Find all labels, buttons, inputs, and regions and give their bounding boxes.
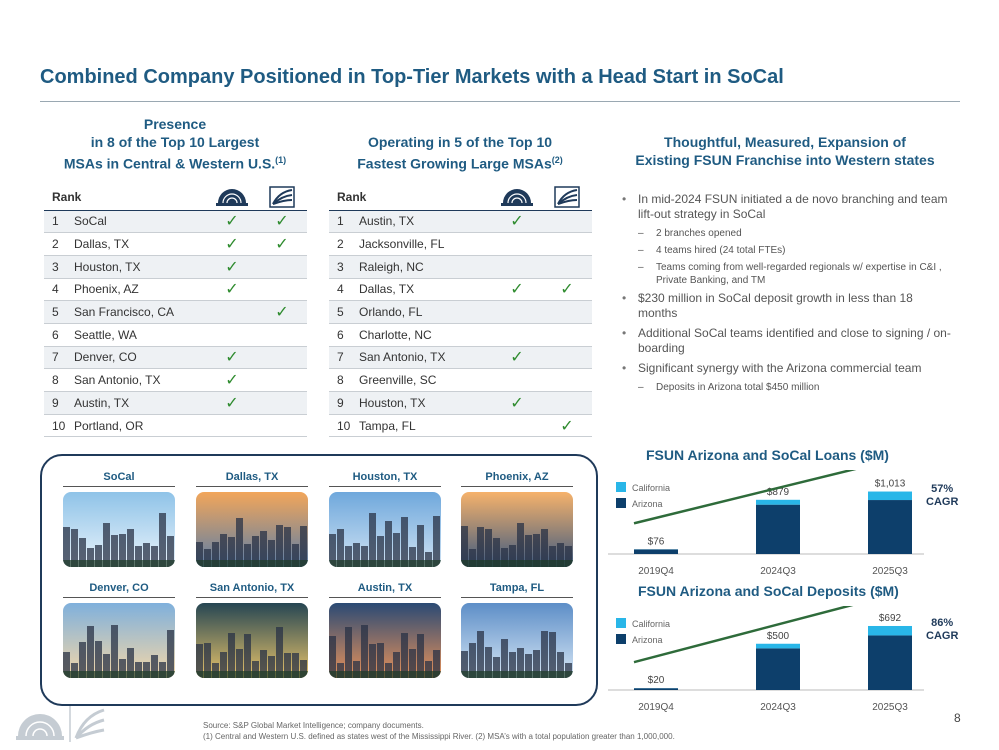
city-skyline-image (329, 603, 441, 678)
x-tick-label: 2019Q4 (638, 566, 674, 577)
fsun-logo-icon (207, 184, 257, 210)
title-divider (40, 101, 960, 102)
city-tile (196, 471, 308, 567)
city-tile (63, 471, 175, 567)
legend-arizona-label: Arizona (632, 499, 663, 509)
partner-presence-check: ✓ (257, 301, 307, 324)
bar-california (868, 626, 912, 635)
subbullet-branches: – 2 branches opened (620, 227, 955, 240)
fastest-growing-msa-table (329, 184, 592, 437)
partner-presence-check (542, 369, 592, 392)
fsun-presence-check: ✓ (492, 210, 542, 233)
bar-total-label: $879 (766, 486, 790, 498)
rank-number: 1 (329, 210, 359, 233)
table-row (44, 233, 307, 256)
rank-number: 3 (44, 255, 74, 278)
msa-name: Houston, TX (359, 392, 492, 415)
source-note (203, 720, 675, 742)
bar-total-label: $20 (647, 675, 665, 687)
partner-presence-check (257, 278, 307, 301)
msa-name: San Antonio, TX (74, 369, 207, 392)
legend-arizona-swatch (616, 634, 626, 644)
bullet-additional-teams: • Additional SoCal teams identified and close to signing / on-boarding (620, 326, 955, 356)
fsun-presence-check: ✓ (492, 278, 542, 301)
partner-logo-icon (257, 184, 307, 210)
fsun-presence-check (207, 323, 257, 346)
fsun-presence-check: ✓ (207, 392, 257, 415)
city-name: Austin, TX (329, 582, 441, 598)
city-skyline-image (461, 492, 573, 567)
city-name: Tampa, FL (461, 582, 573, 598)
table-row (44, 392, 307, 415)
rank-number: 5 (44, 301, 74, 324)
rank-number: 10 (329, 414, 359, 437)
rank-number: 6 (44, 323, 74, 346)
city-tile (329, 582, 441, 678)
table-row (329, 414, 592, 437)
x-tick-label: 2024Q3 (760, 566, 796, 577)
rank-header: Rank (329, 184, 492, 210)
rank-number: 2 (329, 233, 359, 256)
table-row (329, 233, 592, 256)
col2-heading-line2 (325, 151, 595, 173)
msa-name: Greenville, SC (359, 369, 492, 392)
legend-arizona-swatch (616, 498, 626, 508)
footnote-line: (1) Central and Western U.S. defined as states west of the Mississippi River. (2) MSA’s with a total population greater than 1,000,000. (203, 732, 675, 741)
city-name: Phoenix, AZ (461, 471, 573, 487)
table-row (44, 278, 307, 301)
deposits-cagr-value: 86% (931, 617, 954, 629)
col3-heading (610, 133, 960, 169)
table-row (329, 255, 592, 278)
partner-presence-check (257, 392, 307, 415)
msa-name: Seattle, WA (74, 323, 207, 346)
fsun-logo-icon (492, 184, 542, 210)
rank-number: 9 (44, 392, 74, 415)
bar-arizona (868, 635, 912, 690)
rank-header: Rank (44, 184, 207, 210)
footnote-marker: (2) (551, 155, 563, 165)
table-row (329, 369, 592, 392)
footnote-marker: (1) (275, 155, 287, 165)
rank-number: 10 (44, 414, 74, 437)
partner-presence-check (542, 323, 592, 346)
page-number: 8 (954, 711, 961, 725)
rank-number: 8 (329, 369, 359, 392)
city-name: Houston, TX (329, 471, 441, 487)
partner-logo-icon (542, 184, 592, 210)
bar-arizona (634, 688, 678, 690)
city-skyline-image (329, 492, 441, 567)
fsun-presence-check: ✓ (492, 346, 542, 369)
city-name: San Antonio, TX (196, 582, 308, 598)
msa-name: Charlotte, NC (359, 323, 492, 346)
table-row (329, 323, 592, 346)
fsun-footer-logo-icon (16, 714, 64, 740)
partner-presence-check (542, 233, 592, 256)
city-skyline-image (196, 492, 308, 567)
col2-heading-line1: Operating in 5 of the Top 10 (367, 134, 553, 150)
bar-total-label: $1,013 (874, 478, 906, 490)
fsun-presence-check: ✓ (207, 369, 257, 392)
loans-cagr-value: 57% (931, 483, 954, 495)
rank-number: 2 (44, 233, 74, 256)
bar-arizona (756, 505, 800, 554)
bar-total-label: $500 (766, 630, 790, 642)
msa-name: Phoenix, AZ (74, 278, 207, 301)
msa-name: Raleigh, NC (359, 255, 492, 278)
city-tile (461, 582, 573, 678)
x-tick-label: 2025Q3 (872, 702, 908, 713)
bar-california (756, 500, 800, 505)
bar-california (756, 644, 800, 649)
bar-california (868, 492, 912, 501)
fsun-presence-check: ✓ (207, 233, 257, 256)
fsun-presence-check: ✓ (207, 255, 257, 278)
msa-name: San Francisco, CA (74, 301, 207, 324)
loans-chart-title: FSUN Arizona and SoCal Loans ($M) (646, 447, 889, 463)
col1-heading-line3 (40, 151, 310, 173)
city-tile (329, 471, 441, 567)
bar-arizona (634, 549, 678, 554)
msa-name: San Antonio, TX (359, 346, 492, 369)
rank-number: 8 (44, 369, 74, 392)
bar-arizona (756, 648, 800, 690)
source-line: Source: S&P Global Market Intelligence; company documents. (203, 721, 424, 730)
partner-presence-check (257, 414, 307, 437)
subbullet-teams: – 4 teams hired (24 total FTEs) (620, 244, 955, 257)
city-skyline-image (196, 603, 308, 678)
table-row (329, 278, 592, 301)
msa-name: Tampa, FL (359, 414, 492, 437)
fsun-presence-check (492, 255, 542, 278)
msa-name: Dallas, TX (359, 278, 492, 301)
bullet-denovo: • In mid-2024 FSUN initiated a de novo branching and team lift-out strategy in SoCal (620, 192, 955, 222)
city-name: Dallas, TX (196, 471, 308, 487)
loans-cagr-label: CAGR (926, 496, 959, 508)
partner-presence-check (542, 392, 592, 415)
fsun-presence-check (492, 414, 542, 437)
company-logos (14, 702, 106, 744)
partner-footer-logo-icon (76, 710, 104, 738)
bar-arizona (868, 500, 912, 554)
msa-name: Austin, TX (74, 392, 207, 415)
msa-name: Dallas, TX (74, 233, 207, 256)
table-row (329, 301, 592, 324)
legend-california-swatch (616, 482, 626, 492)
partner-presence-check (257, 346, 307, 369)
fsun-presence-check (492, 323, 542, 346)
msa-name: Orlando, FL (359, 301, 492, 324)
table-row (44, 301, 307, 324)
partner-presence-check: ✓ (257, 233, 307, 256)
table-row (44, 210, 307, 233)
rank-number: 7 (329, 346, 359, 369)
city-skyline-image (63, 603, 175, 678)
subbullet-regionals: – Teams coming from well-regarded regionals w/ expertise in C&I , Private Banking, and TM (620, 261, 955, 287)
table-row (44, 414, 307, 437)
fsun-presence-check (492, 233, 542, 256)
table-row (329, 210, 592, 233)
loans-cagr (926, 483, 958, 509)
partner-presence-check (257, 369, 307, 392)
city-tile (461, 471, 573, 567)
col2-heading-text: Fastest Growing Large MSAs (357, 155, 552, 172)
city-name: SoCal (63, 471, 175, 487)
col3-heading-line2: Existing FSUN Franchise into Western states (635, 152, 935, 168)
bullet-deposit-growth: • $230 million in SoCal deposit growth in less than 18 months (620, 291, 955, 321)
city-skyline-image (461, 603, 573, 678)
table-row (44, 369, 307, 392)
col3-heading-line1: Thoughtful, Measured, Expansion of (664, 134, 906, 150)
loans-chart (608, 470, 924, 580)
fsun-presence-check (492, 369, 542, 392)
table-row (44, 255, 307, 278)
msa-name: Austin, TX (359, 210, 492, 233)
deposits-chart-title: FSUN Arizona and SoCal Deposits ($M) (638, 583, 899, 599)
partner-presence-check (257, 323, 307, 346)
legend-arizona-label: Arizona (632, 635, 663, 645)
msa-name: Jacksonville, FL (359, 233, 492, 256)
rank-number: 7 (44, 346, 74, 369)
bar-total-label: $76 (647, 536, 665, 548)
partner-presence-check (542, 301, 592, 324)
deposits-cagr (926, 617, 958, 643)
city-tile (196, 582, 308, 678)
col1-heading-text: MSAs in Central & Western U.S. (63, 155, 276, 172)
largest-msa-table (44, 184, 307, 437)
partner-presence-check: ✓ (257, 210, 307, 233)
deposits-chart (608, 606, 924, 716)
legend-california-swatch (616, 618, 626, 628)
msa-name: Houston, TX (74, 255, 207, 278)
expansion-bullets (620, 192, 955, 398)
partner-presence-check (542, 210, 592, 233)
fsun-presence-check (207, 301, 257, 324)
bullet-synergy: • Significant synergy with the Arizona commercial team (620, 361, 955, 376)
msa-name: SoCal (74, 210, 207, 233)
rank-number: 4 (329, 278, 359, 301)
rank-number: 9 (329, 392, 359, 415)
partner-presence-check (542, 346, 592, 369)
fsun-presence-check: ✓ (492, 392, 542, 415)
fsun-presence-check: ✓ (207, 210, 257, 233)
fsun-presence-check (207, 414, 257, 437)
deposits-cagr-label: CAGR (926, 630, 959, 642)
table-row (329, 392, 592, 415)
city-tile (63, 582, 175, 678)
fsun-presence-check: ✓ (207, 278, 257, 301)
table-row (329, 346, 592, 369)
x-tick-label: 2019Q4 (638, 702, 674, 713)
page-title: Combined Company Positioned in Top-Tier Markets with a Head Start in SoCal (40, 66, 784, 88)
x-tick-label: 2025Q3 (872, 566, 908, 577)
table-row (44, 323, 307, 346)
x-tick-label: 2024Q3 (760, 702, 796, 713)
col2-heading (325, 133, 595, 173)
city-skyline-image (63, 492, 175, 567)
partner-presence-check: ✓ (542, 414, 592, 437)
bar-total-label: $692 (878, 612, 902, 624)
partner-presence-check (542, 255, 592, 278)
rank-number: 4 (44, 278, 74, 301)
fsun-presence-check (492, 301, 542, 324)
partner-presence-check: ✓ (542, 278, 592, 301)
rank-number: 6 (329, 323, 359, 346)
msa-name: Denver, CO (74, 346, 207, 369)
col1-heading (40, 115, 310, 173)
rank-number: 5 (329, 301, 359, 324)
city-name: Denver, CO (63, 582, 175, 598)
subbullet-arizona-deposits: – Deposits in Arizona total $450 million (620, 381, 955, 394)
rank-number: 1 (44, 210, 74, 233)
legend-california-label: California (632, 619, 671, 629)
rank-number: 3 (329, 255, 359, 278)
col1-heading-line1: Presence (143, 116, 207, 132)
legend-california-label: California (632, 483, 671, 493)
partner-presence-check (257, 255, 307, 278)
table-row (44, 346, 307, 369)
fsun-presence-check: ✓ (207, 346, 257, 369)
col1-heading-line2: in 8 of the Top 10 Largest (90, 134, 260, 150)
msa-name: Portland, OR (74, 414, 207, 437)
